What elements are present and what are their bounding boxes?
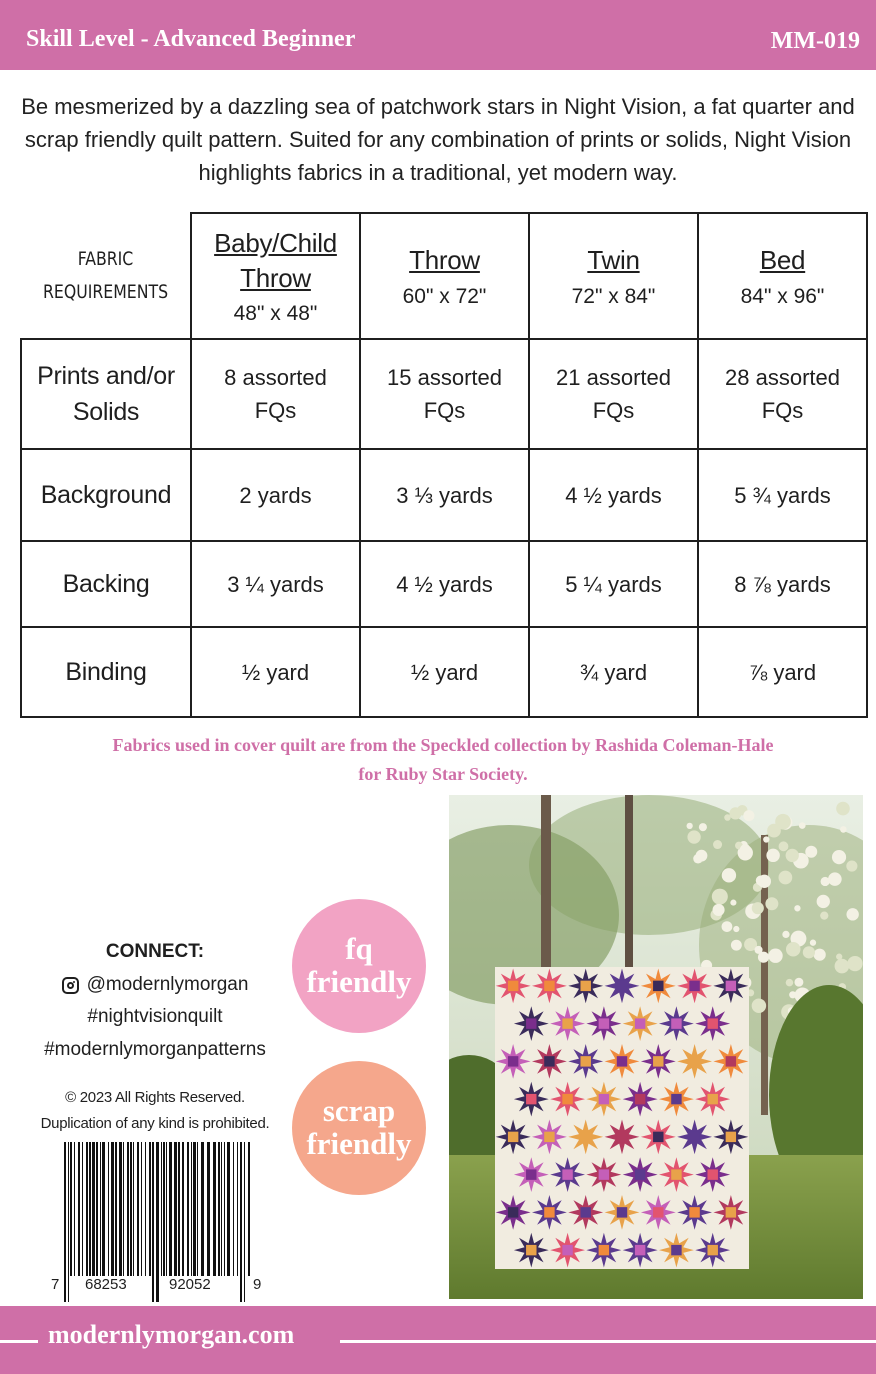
barcode-bar: [237, 1142, 238, 1276]
barcode-bar: [78, 1142, 80, 1276]
table-cell: ½ yard: [191, 627, 360, 717]
barcode-bar: [89, 1142, 91, 1276]
barcode-bar: [145, 1142, 146, 1276]
barcode-bar: [163, 1142, 165, 1276]
scrap-friendly-badge: scrap friendly: [292, 1061, 426, 1195]
table-cell: 2 yards: [191, 449, 360, 541]
barcode-bar: [178, 1142, 180, 1276]
barcode-digit-group-1: 68253: [85, 1276, 127, 1293]
table-cell: ⅞ yard: [698, 627, 867, 717]
barcode-bar: [197, 1142, 198, 1276]
table-row-backing: [21, 541, 867, 627]
barcode-bar: [100, 1142, 101, 1276]
table-cell: ¾ yard: [529, 627, 698, 717]
barcode-bar: [227, 1142, 230, 1276]
barcode-bar: [191, 1142, 192, 1276]
connect-block: [30, 936, 280, 1067]
barcode-bar: [141, 1142, 142, 1276]
column-header-twin: Twin 72" x 84": [529, 213, 698, 339]
skill-level: Skill Level - Advanced Beginner: [26, 26, 356, 52]
column-header-baby: Baby/Child Throw 48" x 48": [191, 213, 360, 339]
table-cell: 8 ⅞ yards: [698, 541, 867, 627]
barcode-digits: [50, 1276, 264, 1298]
footer-rule-right: [340, 1340, 876, 1343]
barcode-bar: [86, 1142, 88, 1276]
table-cell: 4 ½ yards: [529, 449, 698, 541]
fabric-requirements-table: [20, 212, 868, 718]
barcode-digit-first: 7: [51, 1276, 60, 1293]
barcode-bar: [127, 1142, 129, 1276]
barcode-bar: [102, 1142, 105, 1276]
barcode-bar: [207, 1142, 210, 1276]
table-cell: 8 assorted FQs: [191, 339, 360, 449]
footer-rule-left: [0, 1340, 38, 1343]
table-header-row: [21, 213, 867, 339]
barcode-bar: [70, 1142, 72, 1276]
table-cell: 5 ¾ yards: [698, 449, 867, 541]
table-cell: 15 assorted FQs: [360, 339, 529, 449]
table-corner-label: FABRIC REQUIREMENTS: [28, 213, 184, 339]
barcode-bar: [213, 1142, 216, 1276]
copyright-notice: © 2023 All Rights Reserved. Duplication of any kind is prohibited.: [40, 1089, 270, 1133]
table-row-prints: [21, 339, 867, 449]
table-row-binding: [21, 627, 867, 717]
column-header-throw: Throw 60" x 72": [360, 213, 529, 339]
table-cell: 5 ¼ yards: [529, 541, 698, 627]
fq-friendly-badge: fq friendly: [292, 899, 426, 1033]
pattern-code: MM-019: [770, 28, 860, 54]
row-label-binding: Binding: [21, 627, 191, 717]
barcode-bar: [133, 1142, 134, 1276]
barcode-bar: [187, 1142, 189, 1276]
barcode-digit-group-2: 92052: [169, 1276, 211, 1293]
barcode-bar: [174, 1142, 177, 1276]
quilt-photo: [449, 795, 863, 1299]
barcode-bar: [248, 1142, 250, 1276]
hashtag-quilt: #nightvisionquilt: [87, 1006, 223, 1028]
column-header-bed: Bed 84" x 96": [698, 213, 867, 339]
footer-bar: [0, 1306, 876, 1374]
barcode-bar: [149, 1142, 151, 1276]
instagram-icon: [62, 977, 79, 994]
barcode-bar: [92, 1142, 95, 1276]
row-label-background: Background: [21, 449, 191, 541]
intro-text: Be mesmerized by a dazzling sea of patchwork stars in Night Vision, a fat quarter and scrap friendly quilt pattern. Suited for any combination of prints or solids, Night Vision highlights fabrics in a traditional, yet modern way.: [21, 94, 855, 185]
fabric-credit: Fabrics used in cover quilt are from the Speckled collection by Rashida Coleman-Hale for Ruby Star Society.: [112, 735, 774, 784]
table-cell: 4 ½ yards: [360, 541, 529, 627]
instagram-row: [30, 969, 280, 1002]
instagram-handle: @modernlymorgan: [86, 973, 249, 995]
row-label-backing: Backing: [21, 541, 191, 627]
header-bar: [0, 0, 876, 70]
barcode-bar: [182, 1142, 184, 1276]
barcode-bar: [137, 1142, 139, 1276]
barcode-bar: [218, 1142, 220, 1276]
barcode-bar: [221, 1142, 222, 1276]
table-cell: 28 assorted FQs: [698, 339, 867, 449]
table-cell: 21 assorted FQs: [529, 339, 698, 449]
table-cell: 3 ⅓ yards: [360, 449, 529, 541]
barcode-bar: [115, 1142, 117, 1276]
table-cell: 3 ¼ yards: [191, 541, 360, 627]
barcode-bar: [82, 1142, 83, 1276]
barcode-bar: [161, 1142, 162, 1276]
barcode-bar: [111, 1142, 114, 1276]
barcode-bar: [74, 1142, 75, 1276]
row-label-prints: Prints and/or Solids: [21, 339, 191, 449]
barcode-bar: [108, 1142, 109, 1276]
barcode-bar: [233, 1142, 234, 1276]
barcode-bar: [96, 1142, 98, 1276]
barcode-bar: [166, 1142, 167, 1276]
barcode-bar: [224, 1142, 225, 1276]
barcode-bar: [130, 1142, 132, 1276]
barcode-bar: [169, 1142, 172, 1276]
barcode-bar: [193, 1142, 196, 1276]
barcode-bar: [201, 1142, 204, 1276]
table-cell: ½ yard: [360, 627, 529, 717]
barcode-bar: [119, 1142, 122, 1276]
barcode-bar: [123, 1142, 124, 1276]
website-url[interactable]: modernlymorgan.com: [48, 1320, 295, 1349]
barcode-digit-last: 9: [253, 1276, 262, 1293]
table-row-background: [21, 449, 867, 541]
hashtag-patterns: #modernlymorganpatterns: [44, 1039, 266, 1061]
connect-title: CONNECT:: [105, 941, 205, 962]
